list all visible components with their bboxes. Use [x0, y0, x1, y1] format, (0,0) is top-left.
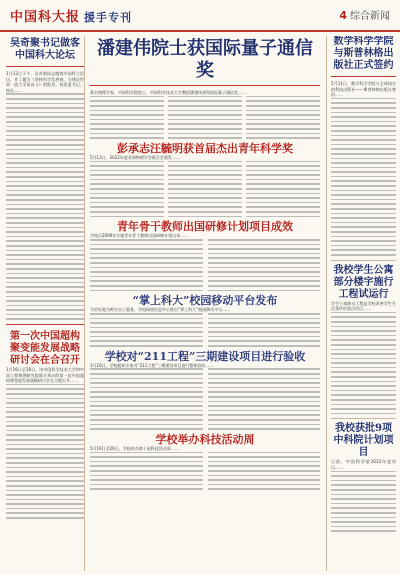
- lead-headline: 潘建伟院士获国际量子通信奖: [97, 38, 313, 81]
- left-article-2-body: [6, 384, 84, 519]
- headline-mobile-platform: “掌上科大”校园移动平台发布: [132, 294, 278, 308]
- headline-young-teachers: 青年骨干教师出国研修计划项目成效: [117, 220, 293, 234]
- section-name: 综合新闻: [350, 11, 390, 22]
- headline-award: 彭承志汪毓明获首届杰出青年科学奖: [117, 141, 293, 155]
- project-211-article-text: 3月16日，学校组织专家对“211工程”三期建设项目进行整体验收……: [90, 362, 214, 368]
- right-article-1-text: 5月11日，数学科学学院与全球知名的科技出版社——斯普林格出版社签约……: [331, 81, 396, 98]
- right-headline-1: 数学科学学院与斯普林格出版社正式签约: [333, 36, 394, 71]
- right-article-2-text: 学生公寓热水工程是学校改善学生生活条件的重点项目……: [331, 300, 396, 312]
- right-article-3-body: [331, 471, 396, 532]
- divider: [6, 66, 84, 67]
- page-label: [339, 7, 390, 22]
- left-headline-1: 吴奇聚书记做客中国科大论坛: [10, 38, 80, 61]
- center-column: [90, 36, 320, 571]
- mobile-platform-article-body: [90, 313, 320, 350]
- right-article-2-body: [331, 312, 396, 415]
- brand-subtitle: 援手专刊: [84, 11, 133, 24]
- award-article-body: [90, 161, 320, 221]
- young-teachers-article-body: [90, 239, 320, 294]
- right-column: [326, 36, 396, 571]
- brand-name: 中国科大报: [10, 10, 81, 25]
- left-article-1-body: [6, 93, 84, 320]
- right-article-3-text: 日前，中国科学院2013年度项目……: [331, 459, 396, 470]
- divider: [331, 260, 396, 261]
- page-number: 4: [339, 9, 347, 22]
- young-teachers-article-text: 学校自2009年实施青年骨干教师出国研修计划以来……: [90, 233, 189, 239]
- headline-211-project: 学校对“211工程”三期建设项目进行验收: [104, 349, 306, 363]
- divider: [331, 76, 396, 77]
- left-article-2-text: 1月16日至18日，由中国科学技术大学和中国工程物理研究院联合举办的第一次中国超构聚变能发展战略研讨会在合肥召开……: [6, 367, 84, 384]
- lead-article-text: 著名物理学家、中国科学院院士、中国科学技术大学教授潘建伟获得国际量子通信奖……: [90, 90, 246, 96]
- left-column: [6, 36, 85, 571]
- mobile-platform-article-text: 为更好地为师生员工服务，学校网络信息中心推出“掌上科大”校园移动平台……: [90, 307, 231, 313]
- left-article-1-text: 1月12日下午，吴奇聚同志做客中国科大论坛，作了题为《坚持科学发展观，为建设世界一流大学而奋斗》的报告。校党委书记、校长……: [6, 71, 84, 93]
- headline-science-week: 学校举办科技活动周: [155, 432, 255, 446]
- science-week-article-body: [90, 452, 320, 493]
- lead-article-body: [90, 96, 320, 142]
- right-headline-3: 我校获批9项中科院计划项目: [333, 423, 394, 459]
- divider: [6, 324, 84, 325]
- right-article-1-body: [331, 98, 396, 256]
- project-211-article-body: [90, 368, 320, 432]
- divider: [90, 85, 320, 86]
- left-headline-2: 第一次中国超构聚变能发展战略研讨会在合召开: [10, 331, 80, 367]
- right-headline-2: 我校学生公寓部分楼宇施行工程试运行: [333, 264, 394, 300]
- award-article-text: 5月13日，2012年度亚洲物理学会联合会颁发……: [90, 154, 180, 160]
- science-week-article-text: 5月19日至26日，学校举办第十届科技活动周……: [90, 445, 179, 451]
- divider: [331, 418, 396, 419]
- newspaper-brand: [10, 6, 132, 25]
- masthead: [0, 0, 400, 32]
